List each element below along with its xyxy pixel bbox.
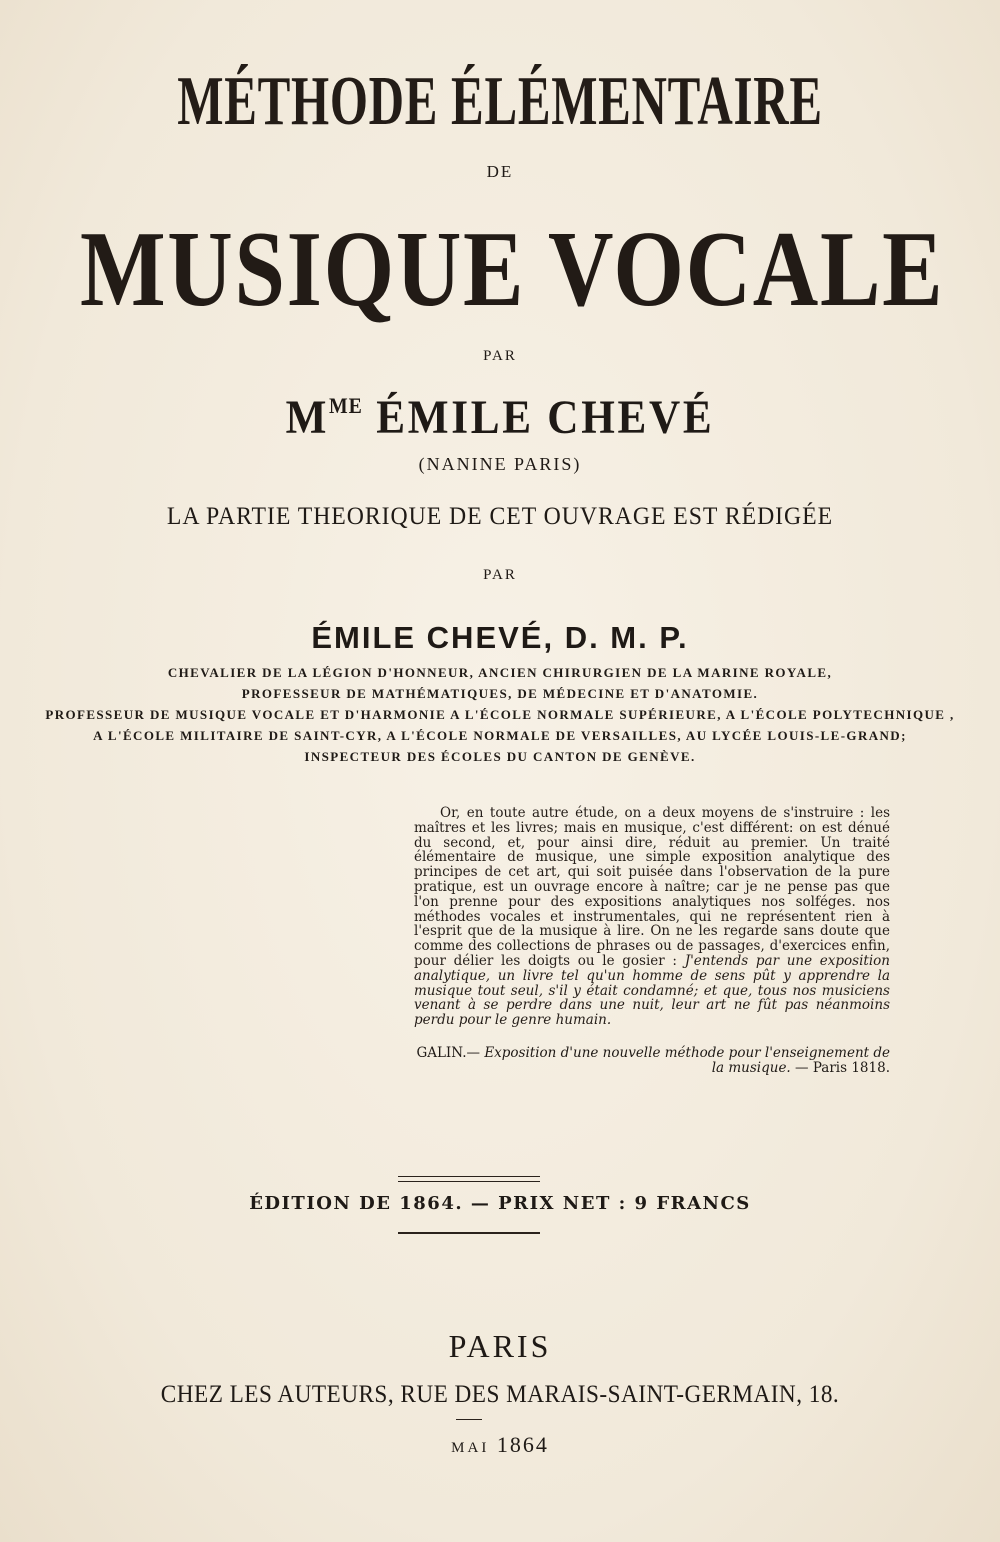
author-name: [50, 390, 950, 445]
author-prefix: M: [285, 391, 330, 444]
edition-price: ÉDITION DE 1864. — PRIX NET : 9 FRANCS: [249, 1193, 751, 1214]
epigraph: [414, 806, 890, 1028]
divider-rule: [398, 1232, 540, 1234]
second-author: ÉMILE CHEVÉ, D. M. P.: [311, 620, 689, 655]
credential-line: A L'ÉCOLE MILITAIRE DE SAINT-CYR, A L'ÉCOLE NORMALE DE VERSAILLES, AU LYCÉE LOUIS-LE-GRAND;: [93, 728, 907, 743]
credential-line: PROFESSEUR DE MATHÉMATIQUES, DE MÉDECINE ET D'ANATOMIE.: [241, 686, 759, 701]
imprint-month: MAI: [451, 1440, 490, 1456]
citation-place: — Paris 1818.: [795, 1060, 890, 1076]
imprint-city: PARIS: [448, 1328, 552, 1364]
title-line-1: MÉTHODE ÉLÉMENTAIRE: [177, 63, 823, 140]
epigraph-text: Or, en toute autre étude, on a deux moyens de s'instruire : les maîtres et les livres; mais en musique, c'est différent: on est dénué du second, et, pour ainsi dire, réduit au premier. Un traité élémentaire de musique, une simple exposition analytique des principes de cet art, qui soit puisée dans l'observation de la pure pratique, est un ouvrage encore à naître; car je ne pense pas que l'on prenne pour des expositions analytiques nos solféges. nos méthodes vocales et instrumentales, qui ne représentent rien à l'esprit que de la musique à lire. On ne les regarde sans doute que comme des collections de phrases ou de passages, d'exercices enfin, pour délier les doigts ou le gosier :: [414, 805, 890, 969]
divider-rule: [398, 1181, 540, 1182]
par-label-1: PAR: [483, 348, 517, 364]
imprint-year: 1864: [496, 1432, 549, 1457]
par-label-2: PAR: [483, 567, 517, 583]
theory-part-note: LA PARTIE THEORIQUE DE CET OUVRAGE EST RÉDIGÉE: [166, 503, 834, 530]
author-prefix-superscript: ME: [329, 393, 363, 418]
epigraph-italic-text: J'entends par une exposition analytique, un livre tel qu'un homme de sens pût y apprendre la musique tout seul, s'il y était condamné; et que, tous nos musiciens venant à se perdre dans une nuit, leur art ne fût pas néanmoins perdu pour le genre humain.: [414, 952, 890, 1029]
citation-author: GALIN.—: [416, 1045, 481, 1061]
epigraph-citation: [414, 1046, 890, 1076]
citation-work: Exposition d'une nouvelle méthode pour l'enseignement de la musique.: [484, 1045, 890, 1076]
maiden-name: (NANINE PARIS): [418, 454, 582, 474]
credential-line: PROFESSEUR DE MUSIQUE VOCALE ET D'HARMONIE A L'ÉCOLE NORMALE SUPÉRIEURE, A L'ÉCOLE POLYTECHNIQUE ,: [45, 707, 955, 722]
imprint-date: [0, 1432, 1000, 1458]
credential-line: INSPECTEUR DES ÉCOLES DU CANTON DE GENÈVE.: [304, 749, 696, 764]
divider-rule: [456, 1419, 482, 1420]
credential-line: CHEVALIER DE LA LÉGION D'HONNEUR, ANCIEN CHIRURGIEN DE LA MARINE ROYALE,: [167, 665, 833, 680]
divider-rule: [398, 1176, 540, 1177]
title-line-2: MUSIQUE VOCALE: [80, 210, 945, 329]
title-connector: DE: [486, 162, 514, 181]
author-surname: ÉMILE CHEVÉ: [376, 391, 715, 444]
imprint-publisher: CHEZ LES AUTEURS, RUE DES MARAIS-SAINT-GERMAIN, 18.: [160, 1381, 840, 1408]
